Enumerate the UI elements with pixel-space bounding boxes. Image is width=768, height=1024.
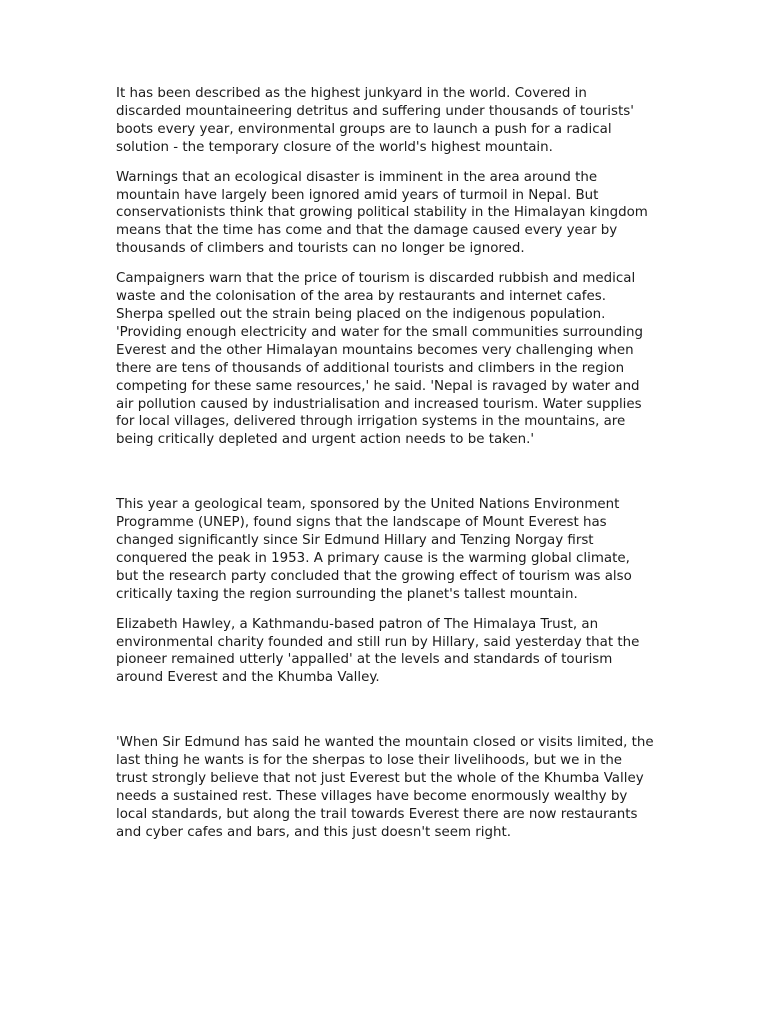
paragraph-3: Campaigners warn that the price of tourism is discarded rubbish and medical waste and the colonisation of the area by restaurants and internet cafes. Sherpa spelled out the strain being placed on the indigenous population. 'Providing enough electricity and water for the small communities surrounding Everest and the other Himalayan mountains becomes very challenging when there are tens of thousands of additional tourists and climbers in the region competing for these same resources,' he said. 'Nepal is ravaged by water and air pollution caused by industrialisation and increased tourism. Water supplies for local villages, delivered through irrigation systems in the mountains, are being critically depleted and urgent action needs to be taken.' bbox=[116, 271, 644, 448]
paragraph-1: It has been described as the highest junkyard in the world. Covered in discarded mountaineering detritus and suffering under thousands of tourists' boots every year, environmental groups are to launch a push for a radical solution - the temporary closure of the world's highest mountain. bbox=[116, 86, 634, 155]
paragraph-6: 'When Sir Edmund has said he wanted the mountain closed or visits limited, the last thing he wants is for the sherpas to lose their livelihoods, but we in the trust strongly believe that not just Everest but the whole of the Khumba Valley needs a sustained rest. These villages have become enormously wealthy by local standards, but along the trail towards Everest there are now restaurants and cyber cafes and bars, and this just doesn't seem right. bbox=[116, 735, 654, 840]
paragraph-gap bbox=[116, 699, 656, 734]
article-body bbox=[116, 85, 656, 854]
paragraph-2: Warnings that an ecological disaster is imminent in the area around the mountain have largely been ignored amid years of turmoil in Nepal. But conservationists think that growing political stability in the Himalayan kingdom means that the time has come and that the damage caused every year by thousands of climbers and tourists can no longer be ignored. bbox=[116, 169, 648, 257]
paragraph-5: Elizabeth Hawley, a Kathmandu-based patron of The Himalaya Trust, an environmental charity founded and still run by Hillary, said yesterday that the pioneer remained utterly 'appalled' at the levels and standards of tourism around Everest and the Khumba Valley. bbox=[116, 616, 640, 686]
paragraph-4: This year a geological team, sponsored by the United Nations Environment Programme (UNEP), found signs that the landscape of Mount Everest has changed significantly since Sir Edmund Hillary and Tenzing Norgay first conquered the peak in 1953. A primary cause is the warming global climate, but the research party concluded that the growing effect of tourism was also critically taxing the region surrounding the planet's tallest mountain. bbox=[116, 497, 632, 602]
paragraph-gap bbox=[116, 461, 656, 496]
